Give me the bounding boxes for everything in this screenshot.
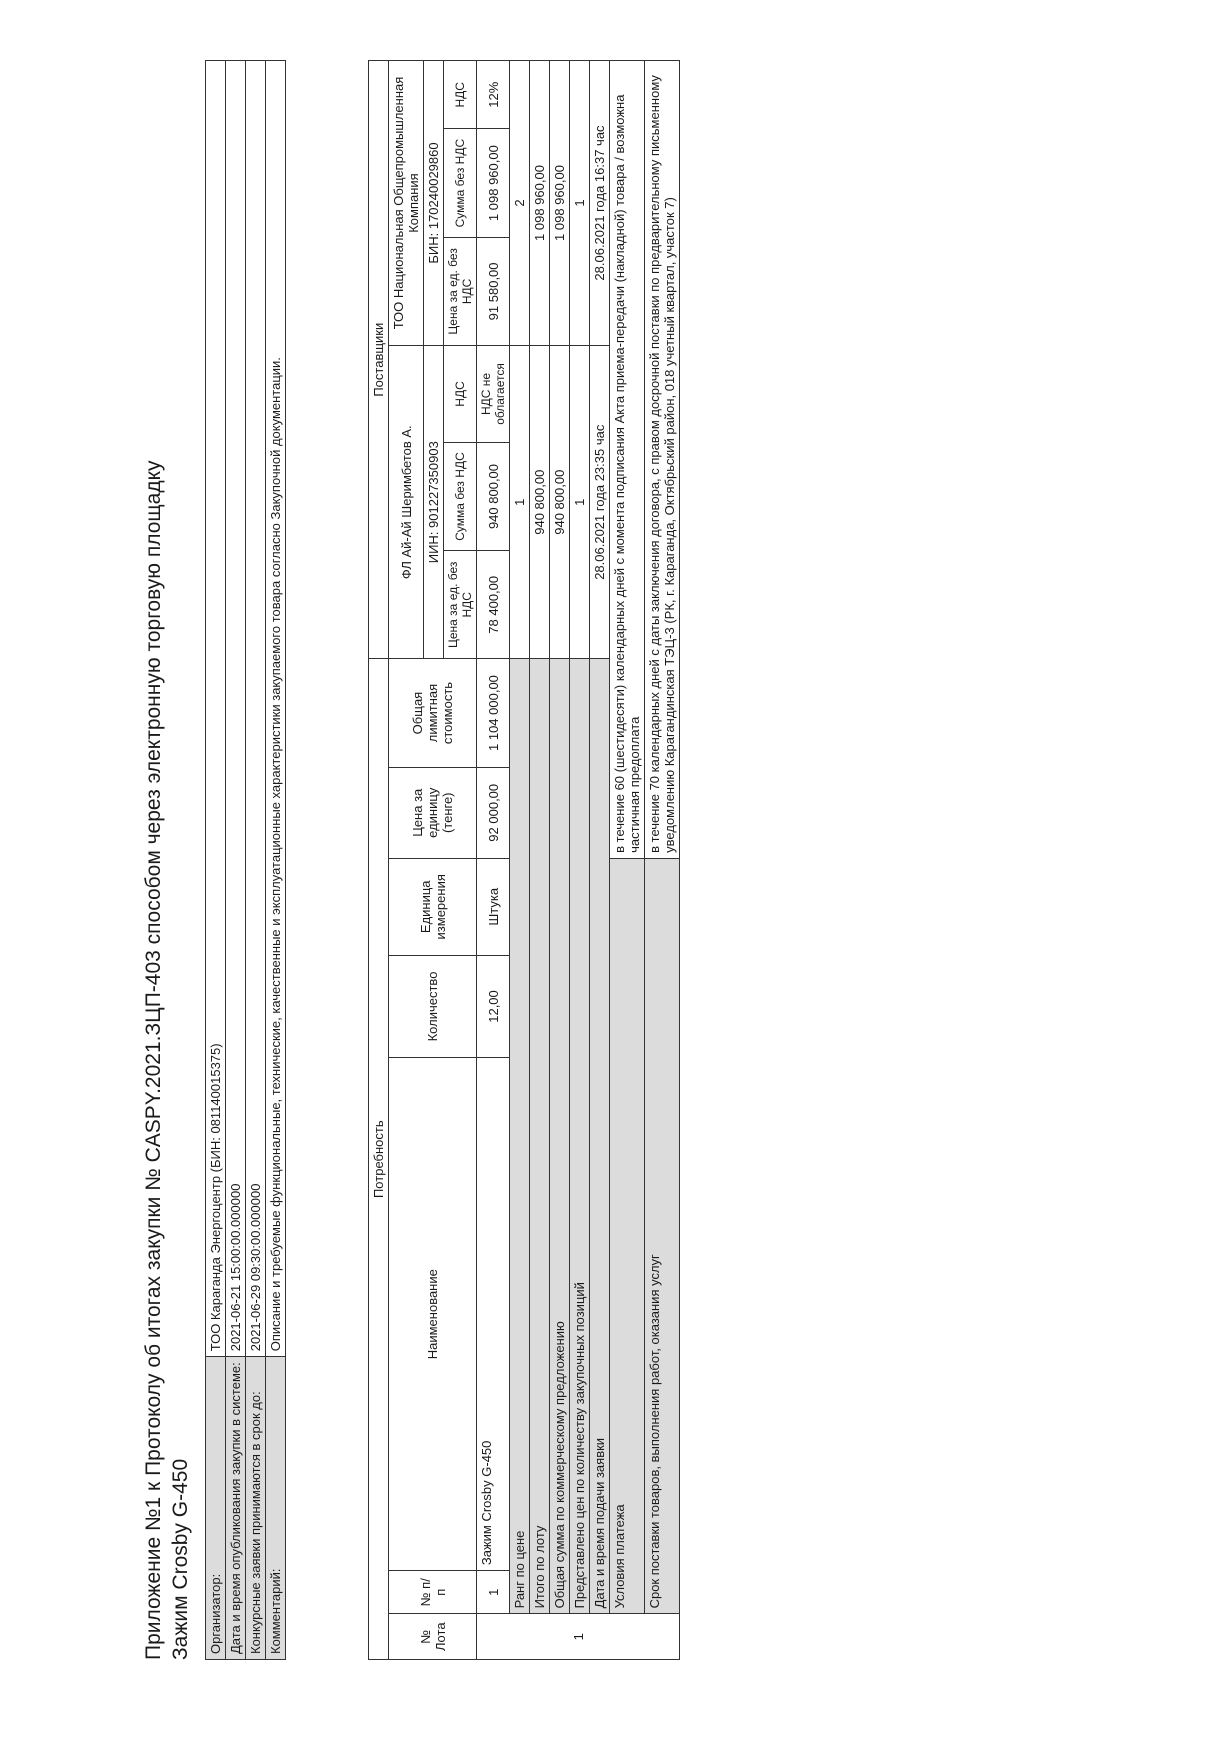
document-title [140, 60, 194, 1660]
rank-label: Ранг по цене [510, 659, 530, 1614]
s2-date: 28.06.2021 года 16:37 час [590, 61, 610, 346]
lot-no-header: № Лота [389, 1614, 477, 1660]
s1-commercial: 940 800,00 [550, 346, 570, 659]
suppliers-header: Поставщики [369, 61, 389, 659]
s2-rank: 2 [510, 61, 530, 346]
unit-header: Единица измерения [389, 858, 477, 955]
supplier-2-name: ТОО Национальная Общепромышленная Компания [389, 61, 424, 346]
payment-text: в течение 60 (шестидесяти) календарных дней с момента подписания Акта приема-передачи (накладной) товара / возможна частичная предоплата [610, 61, 645, 859]
s2-sum: 1 098 960,00 [477, 129, 510, 237]
need-header: Потребность [369, 659, 389, 1660]
item-total: 1 104 000,00 [477, 659, 510, 767]
s2-vat: 12% [477, 61, 510, 129]
supplier-1-id: ИИН: 901227350903 [424, 346, 444, 659]
item-row [477, 61, 510, 1660]
delivery-row [645, 61, 680, 1660]
supplier-1-name: ФЛ Ай-Ай Шеримбетов А. [389, 346, 424, 659]
info-row [226, 61, 246, 1660]
rank-row [510, 61, 530, 1660]
s2-unit-price-header: Цена за ед. без НДС [444, 237, 477, 345]
title-line-1: Приложение №1 к Протоколу об итогах закупки № CASPY.2021.ЗЦП-403 способом через электронную торговую площадку [142, 460, 165, 1660]
s1-positions: 1 [570, 346, 590, 659]
delivery-text: в течение 70 календарных дней с даты заключения договора, с правом досрочной поставки по предварительному письменному уведомлению Карагандинская ТЭЦ-3 (РК, г. Караганда, Октябрьский район, 018 учетный квартал, участок 7) [645, 61, 680, 859]
name-header: Наименование [389, 1058, 477, 1571]
s2-unit-price: 91 580,00 [477, 237, 510, 345]
supplier-2-id: БИН: 170240029860 [424, 61, 444, 346]
info-value: ТОО Караганда Энергоцентр (БИН: 081140015375) [206, 61, 226, 1357]
date-row [590, 61, 610, 1660]
item-name: Зажим Crosby G-450 [477, 1058, 510, 1571]
item-unit: Штука [477, 858, 510, 955]
s2-positions: 1 [570, 61, 590, 346]
results-table [368, 60, 680, 1660]
positions-label: Представлено цен по количеству закупочных позиций [570, 659, 590, 1614]
delivery-label: Срок поставки товаров, выполнения работ, оказания услуг [645, 858, 680, 1614]
date-label: Дата и время подачи заявки [590, 659, 610, 1614]
info-row [246, 61, 266, 1660]
payment-row [610, 61, 645, 1660]
info-row [266, 61, 286, 1660]
commercial-label: Общая сумма по коммерческому предложению [550, 659, 570, 1614]
info-value: 2021-06-29 09:30:00.000000 [246, 61, 266, 1357]
info-label: Организатор: [206, 1357, 226, 1660]
info-label: Конкурсные заявки принимаются в срок до: [246, 1357, 266, 1660]
s1-sum-header: Сумма без НДС [444, 442, 477, 550]
info-label: Комментарий: [266, 1357, 286, 1660]
price-header: Цена за единицу (тенге) [389, 767, 477, 858]
s2-vat-header: НДС [444, 61, 477, 129]
info-value: Описание и требуемые функциональные, технические, качественные и эксплуатационные характеристики закупаемого товара согласно Закупочной документации. [266, 61, 286, 1357]
s2-commercial: 1 098 960,00 [550, 61, 570, 346]
qty-header: Количество [389, 955, 477, 1058]
item-price: 92 000,00 [477, 767, 510, 858]
lot-total-label: Итого по лоту [530, 659, 550, 1614]
positions-row [570, 61, 590, 1660]
s1-vat-header: НДС [444, 346, 477, 443]
info-row [206, 61, 226, 1660]
info-label: Дата и время опубликования закупки в системе: [226, 1357, 246, 1660]
info-value: 2021-06-21 15:00:00.000000 [226, 61, 246, 1357]
s1-sum: 940 800,00 [477, 442, 510, 550]
commercial-row [550, 61, 570, 1660]
s1-unit-price-header: Цена за ед. без НДС [444, 551, 477, 659]
s1-date: 28.06.2021 года 23:35 час [590, 346, 610, 659]
info-table [205, 60, 286, 1660]
item-qty: 12,00 [477, 955, 510, 1058]
payment-label: Условия платежа [610, 858, 645, 1614]
s1-unit-price: 78 400,00 [477, 551, 510, 659]
s2-lot-total: 1 098 960,00 [530, 61, 550, 346]
title-line-2: Зажим Crosby G-450 [169, 1458, 192, 1660]
pos-number: 1 [477, 1571, 510, 1614]
s2-sum-header: Сумма без НДС [444, 129, 477, 237]
s1-lot-total: 940 800,00 [530, 346, 550, 659]
lot-total-row [530, 61, 550, 1660]
s1-rank: 1 [510, 346, 530, 659]
lot-number: 1 [477, 1614, 680, 1660]
total-header: Общая лимитная стоимость [389, 659, 477, 767]
s1-vat: НДС не облагается [477, 346, 510, 443]
pos-no-header: № п/п [389, 1571, 477, 1614]
